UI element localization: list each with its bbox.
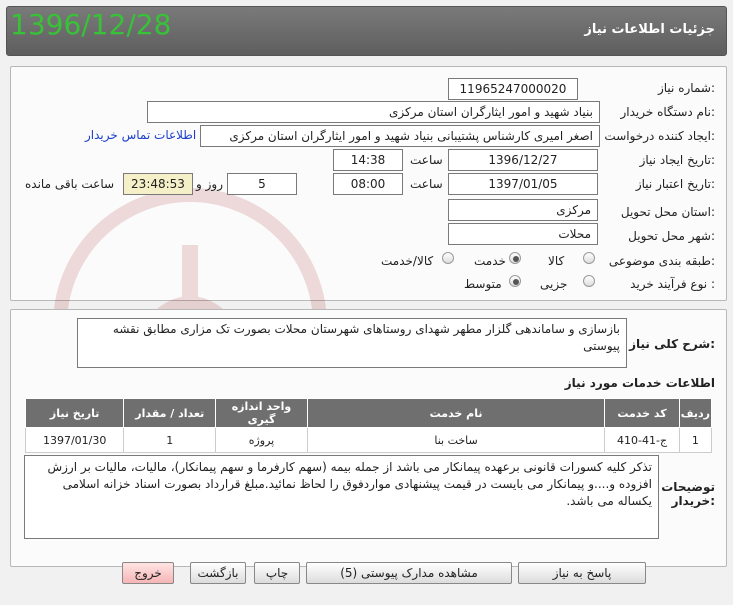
- created-label: تاریخ ایجاد نیاز:: [639, 153, 715, 167]
- validity-time-label: ساعت: [410, 177, 443, 191]
- cell-service-code: ج-41-410: [605, 428, 680, 453]
- created-time-field: 14:38: [333, 149, 403, 171]
- city-field: محلات: [448, 223, 598, 245]
- created-date-field: 1396/12/27: [448, 149, 598, 171]
- province-label: استان محل تحویل:: [620, 205, 715, 219]
- page-title: جزئیات اطلاعات نیاز: [584, 22, 715, 37]
- need-number-label: شماره نیاز:: [657, 81, 715, 95]
- notes-label: توضیحات خریدار:: [661, 480, 715, 508]
- validity-time-field: 08:00: [333, 173, 403, 195]
- buyer-org-field: بنیاد شهید و امور ایثارگران استان مرکزی: [147, 101, 600, 123]
- col-service-name: نام خدمت: [307, 399, 604, 428]
- cell-row-number: 1: [679, 428, 711, 453]
- cell-service-name: ساخت بنا: [307, 428, 604, 453]
- cell-quantity: 1: [124, 428, 216, 453]
- col-unit: واحد اندازه گیری: [216, 399, 308, 428]
- process-option-minor-label: جزیی: [540, 277, 568, 291]
- requester-label: ایجاد کننده درخواست:: [604, 129, 715, 143]
- header-date: 1396/12/28: [10, 8, 172, 41]
- services-table: [25, 398, 712, 453]
- buyer-contact-link[interactable]: اطلاعات تماس خریدار: [85, 128, 197, 142]
- summary-text: بازسازی و ساماندهی گلزار مطهر شهدای روستاهای شهرستان محلات بصورت تک مزاری مطابق نقشه پیوستی: [77, 318, 627, 368]
- print-button[interactable]: چاپ: [254, 562, 300, 584]
- days-remaining-field: 5: [227, 173, 297, 195]
- col-quantity: تعداد / مقدار: [124, 399, 216, 428]
- services-title: اطلاعات خدمات مورد نیاز: [564, 376, 715, 390]
- summary-label: شرح کلی نیاز:: [629, 337, 715, 351]
- col-service-code: کد خدمت: [605, 399, 680, 428]
- category-option-service-radio[interactable]: [509, 252, 521, 264]
- category-option-goods-radio[interactable]: [583, 252, 595, 264]
- validity-date-field: 1397/01/05: [448, 173, 598, 195]
- category-option-both-label: کالا/خدمت: [381, 254, 434, 268]
- services-header-row: [26, 399, 712, 428]
- view-attachments-button[interactable]: مشاهده مدارک پیوستی (5): [306, 562, 512, 584]
- category-option-service-label: خدمت: [474, 254, 506, 268]
- requester-field: اصغر امیری کارشناس پشتیبانی بنیاد شهید و امور ایثارگران استان مرکزی: [200, 125, 600, 147]
- province-field: مرکزی: [448, 199, 598, 221]
- col-need-date: تاریخ نیاز: [26, 399, 124, 428]
- process-label: نوع فرآیند خرید :: [630, 277, 715, 291]
- need-number-field: 1196524700002​0: [448, 78, 578, 100]
- city-label: شهر محل تحویل:: [628, 229, 715, 243]
- category-label: طبقه بندی موضوعی:: [608, 254, 715, 268]
- back-button[interactable]: بازگشت: [190, 562, 246, 584]
- notes-text: تذکر کلیه کسورات قانونی برعهده پیمانکار می باشد از جمله بیمه (سهم کارفرما و سهم پیمانکار)، مالیات، مالیات بر ارزش افزوده و....و پیمانکار می بایست در قیمت پیشنهادی مواردفوق را لحاظ نمائید.مبلغ قرارداد بصورت اسناد خزانه اسلامی یکساله می باشد.: [24, 455, 659, 539]
- category-option-both-radio[interactable]: [442, 252, 454, 264]
- process-option-medium-radio[interactable]: [509, 275, 521, 287]
- process-option-medium-label: متوسط: [464, 277, 502, 291]
- process-option-minor-radio[interactable]: [583, 275, 595, 287]
- reply-button[interactable]: پاسخ به نیاز: [518, 562, 646, 584]
- cell-unit: پروژه: [216, 428, 308, 453]
- created-time-label: ساعت: [410, 153, 443, 167]
- validity-label: تاریخ اعتبار نیاز:: [635, 177, 715, 191]
- col-row-number: ردیف: [679, 399, 711, 428]
- remaining-time-field: 23:48:53: [123, 173, 193, 195]
- cell-need-date: 1397/01/30: [26, 428, 124, 453]
- exit-button[interactable]: خروج: [122, 562, 174, 584]
- days-label: روز و: [196, 177, 223, 191]
- buyer-org-label: نام دستگاه خریدار:: [620, 105, 715, 119]
- category-option-goods-label: کالا: [548, 254, 565, 268]
- remaining-label: ساعت باقی مانده: [25, 177, 115, 191]
- table-row: [26, 428, 712, 453]
